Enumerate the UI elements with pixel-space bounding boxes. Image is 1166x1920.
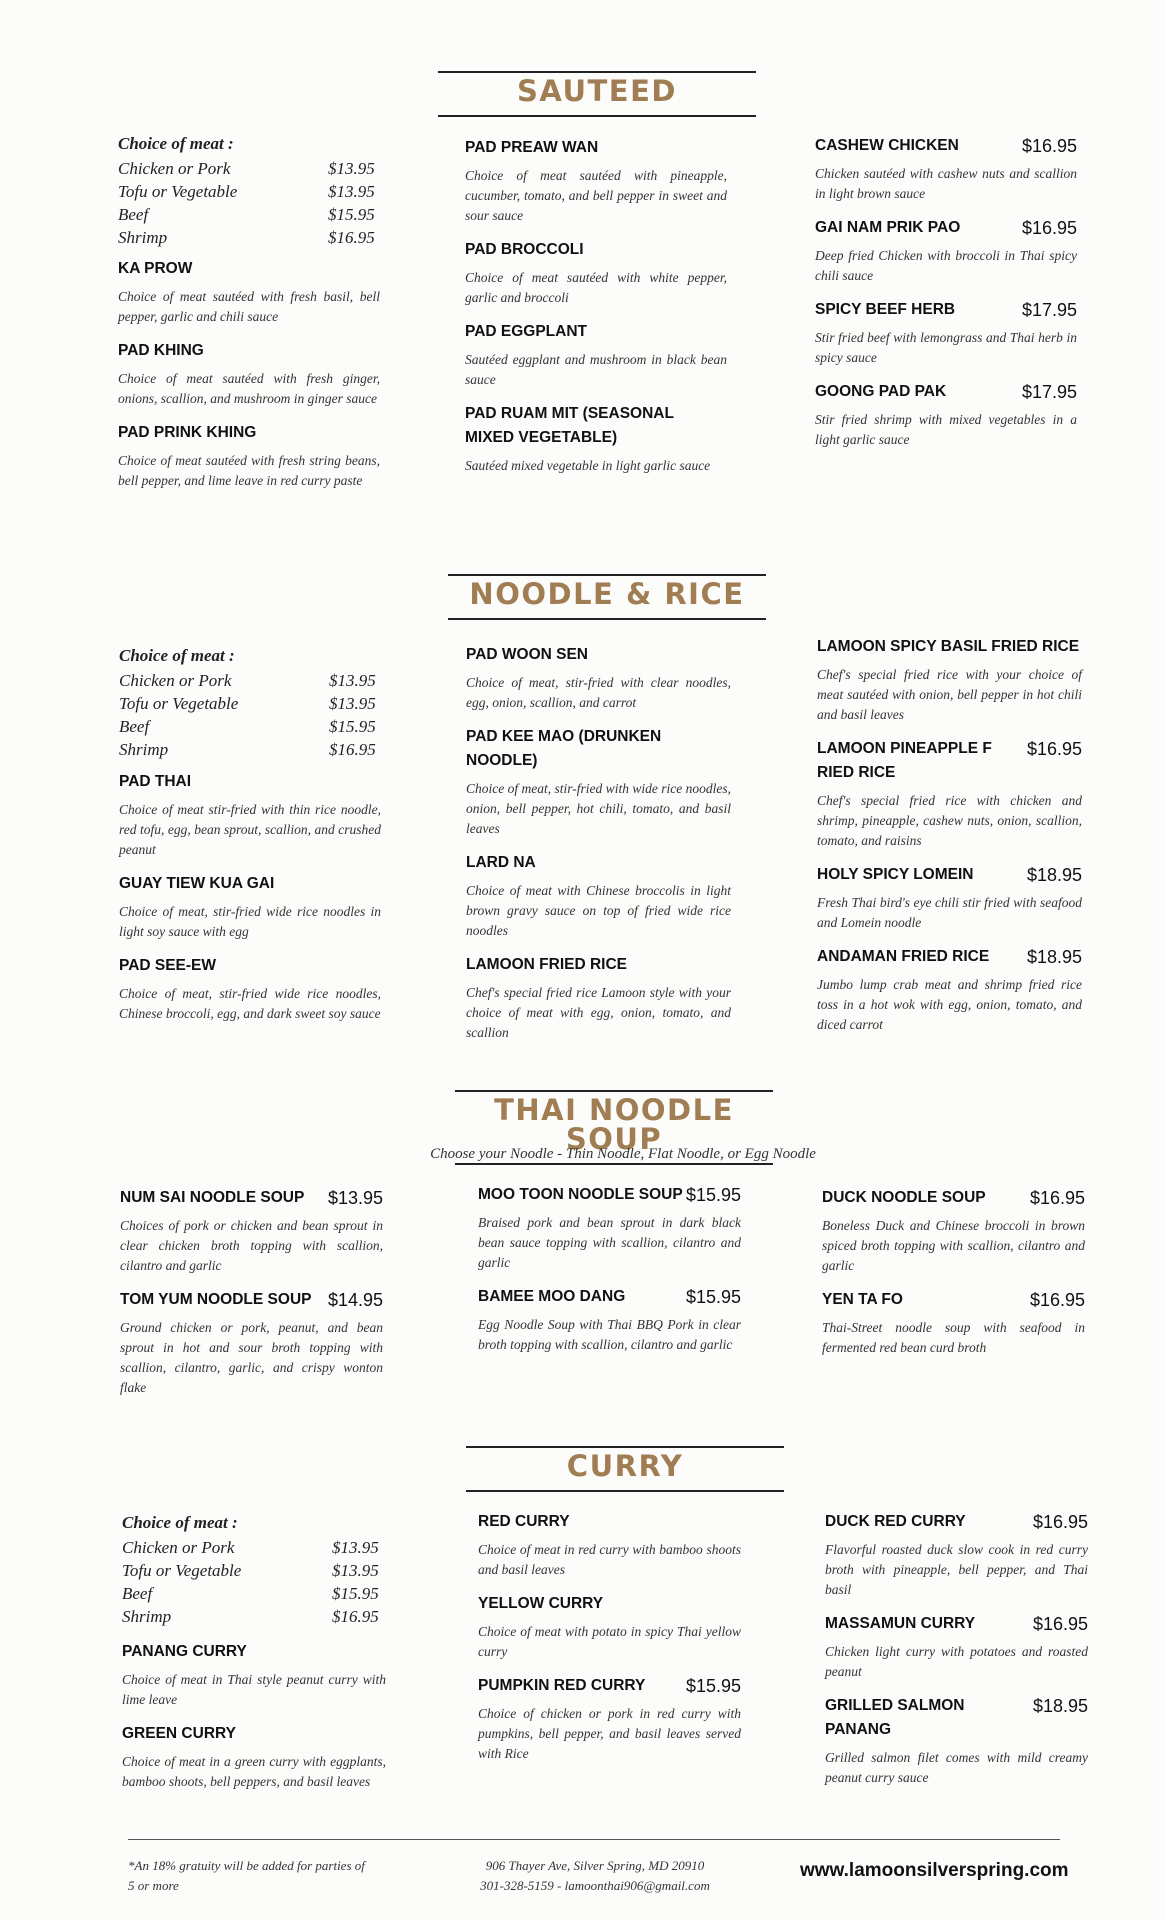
menu-item-price: $14.95 [327,1290,383,1310]
menu-item-header [122,1640,386,1664]
menu-item-header [478,1510,741,1534]
meat-choice-noodle [119,646,377,761]
menu-item [478,1285,741,1355]
meat-name: Shrimp [122,1607,172,1626]
menu-item-name: PAD PRINK KHING [118,424,257,441]
menu-item-description: Stir fried shrimp with mixed vegetables in a light garlic sauce [815,412,1077,447]
menu-item [119,872,381,942]
meat-choice-row [118,180,376,203]
menu-item-name: PANANG CURRY [122,1643,247,1660]
meat-choice-sauteed [118,134,376,249]
menu-item-name: GUAY TIEW KUA GAI [119,875,275,892]
soup-col1 [120,1186,383,1398]
meat-name: Shrimp [118,228,168,247]
menu-item-price: $18.95 [1026,947,1082,967]
section-title-soup: THAI NOODLE SOUP [455,1090,773,1165]
menu-item-name: PAD THAI [119,773,192,790]
menu-item [815,298,1077,368]
menu-item-description: Choice of meat sautéed with pineapple, cucumber, tomato, and bell pepper in sweet and sour sauce [465,168,727,223]
menu-item-name: YEN TA FO [822,1291,903,1308]
menu-item-name: GOONG PAD PAK [815,383,947,400]
meat-name: Beef [122,1584,153,1603]
menu-item-header [817,737,1082,785]
menu-item-description: Jumbo lump crab meat and shrimp fried rice toss in a hot wok with egg, onion, tomato, and diced carrot [817,977,1082,1032]
menu-item-price: $15.95 [685,1287,741,1307]
menu-item-name: LAMOON SPICY BASIL FRIED RICE [817,638,1080,655]
meat-name: Beef [118,205,149,224]
menu-item-header [120,1186,383,1210]
menu-item-description: Stir fried beef with lemongrass and Thai herb in spicy sauce [815,330,1077,365]
menu-item-price: $16.95 [1026,739,1082,759]
menu-item-description: Boneless Duck and Chinese broccoli in brown spiced broth topping with scallion, cilantro and garlic [822,1218,1085,1273]
menu-item-name: PAD EGGPLANT [465,323,587,340]
menu-item-name: TOM YUM NOODLE SOUP [120,1291,312,1308]
menu-item-header [465,136,727,160]
menu-item [465,320,727,390]
menu-item [118,421,380,491]
menu-item [122,1722,386,1792]
menu-item-header [465,402,727,450]
menu-item [815,216,1077,286]
menu-item-price: $13.95 [327,1188,383,1208]
menu-item-name: DUCK NOODLE SOUP [822,1189,986,1206]
menu-item-price: $16.95 [1021,218,1077,238]
soup-col2 [478,1183,741,1355]
menu-item-name: PAD WOON SEN [466,646,588,663]
meat-name: Shrimp [119,740,169,759]
menu-item-header [478,1592,741,1616]
menu-item [817,945,1082,1035]
meat-price: $16.95 [329,740,376,759]
menu-item-header [825,1694,1088,1742]
menu-item [825,1612,1088,1682]
menu-item [465,136,727,226]
noodle-col2 [466,643,731,1043]
menu-item-header [817,635,1082,659]
menu-item-header [465,320,727,344]
menu-item [120,1288,383,1398]
menu-item-header [118,421,380,445]
menu-item-name: BAMEE MOO DANG [478,1288,626,1305]
menu-item-name: PAD RUAM MIT (SEASONAL MIXED VEGETABLE) [465,405,674,446]
menu-item-header [478,1285,741,1309]
meat-price: $13.95 [329,694,376,713]
menu-item-header [119,770,381,794]
menu-item-description: Choice of meat, stir-fried wide rice noodles, Chinese broccoli, egg, and dark sweet soy sauce [119,986,381,1021]
menu-item-description: Choice of meat, stir-fried with clear noodles, egg, onion, scallion, and carrot [466,675,731,710]
menu-item [120,1186,383,1276]
meat-choice-title: Choice of meat : [119,646,235,665]
website-link[interactable]: www.lamoonsilverspring.com [800,1860,1069,1881]
menu-item [478,1592,741,1662]
menu-item [466,851,731,941]
menu-item [822,1186,1085,1276]
menu-item-header [822,1288,1085,1312]
menu-item-header [119,954,381,978]
sauteed-col2 [465,136,727,476]
meat-price: $16.95 [328,228,375,247]
meat-price: $15.95 [332,1584,379,1603]
meat-price: $13.95 [332,1561,379,1580]
contact-info: 301-328-5159 - lamoonthai906@gmail.com [480,1878,710,1893]
meat-choice-curry [122,1513,380,1628]
meat-choice-row [119,738,377,761]
menu-item-price: $15.95 [685,1185,741,1205]
menu-item-description: Choice of meat in Thai style peanut curry with lime leave [122,1672,386,1707]
menu-item-price: $17.95 [1021,382,1077,402]
section-title-curry: CURRY [466,1446,784,1492]
menu-item-price: $18.95 [1032,1696,1088,1716]
menu-item [119,770,381,860]
menu-item-header [815,216,1077,240]
meat-choice-title: Choice of meat : [122,1513,238,1532]
meat-choice-row [122,1605,380,1628]
menu-item-description: Choices of pork or chicken and bean sprout in clear chicken broth topping with scallion, cilantro and garlic [120,1218,383,1273]
menu-item [478,1674,741,1764]
menu-item-name: MOO TOON NOODLE SOUP [478,1186,683,1203]
sauteed-col1 [118,257,380,491]
meat-choice-row [119,692,377,715]
menu-item [465,402,727,476]
meat-name: Chicken or Pork [118,159,231,178]
meat-name: Chicken or Pork [119,671,232,690]
menu-item-description: Chef's special fried rice with your choice of meat sautéed with onion, bell pepper in hot chili and basil leaves [817,667,1082,722]
noodle-col1 [119,770,381,1024]
menu-item-name: LARD NA [466,854,536,871]
curry-col1 [122,1640,386,1792]
menu-item [817,863,1082,933]
meat-choice-row [122,1536,380,1559]
menu-item [466,643,731,713]
address: 906 Thayer Ave, Silver Spring, MD 20910 [485,1858,705,1873]
menu-item-description: Ground chicken or pork, peanut, and bean sprout in hot and sour broth topping with scallion, cilantro, garlic, and crispy wonton flake [120,1320,383,1395]
menu-item-name: KA PROW [118,260,193,277]
meat-choice-row [122,1559,380,1582]
menu-item [817,737,1082,851]
meat-choice-row [119,669,377,692]
menu-item-description: Choice of chicken or pork in red curry with pumpkins, bell pepper, and basil leaves served with Rice [478,1706,741,1761]
menu-item [118,339,380,409]
menu-item-description: Choice of meat, stir-fried wide rice noodles in light soy sauce with egg [119,904,381,939]
menu-item-description: Fresh Thai bird's eye chili stir fried with seafood and Lomein noodle [817,895,1082,930]
menu-item-header [815,134,1077,158]
menu-item-name: PUMPKIN RED CURRY [478,1677,646,1694]
noodle-col3 [817,635,1082,1035]
menu-item-description: Choice of meat sautéed with fresh string beans, bell pepper, and lime leave in red curry paste [118,453,380,488]
meat-price: $16.95 [332,1607,379,1626]
meat-name: Tofu or Vegetable [122,1561,242,1580]
menu-item-price: $16.95 [1032,1614,1088,1634]
menu-item-name: DUCK RED CURRY [825,1513,966,1530]
menu-item-price: $17.95 [1021,300,1077,320]
menu-item-header [466,643,731,667]
menu-item-description: Chef's special fried rice with chicken and shrimp, pineapple, cashew nuts, onion, scallion, tomato, and raisins [817,793,1082,848]
menu-item-description: Chicken sautéed with cashew nuts and scallion in light brown sauce [815,166,1077,201]
menu-item-name: LAMOON PINEAPPLE F RIED RICE [817,740,992,781]
menu-item-header [825,1510,1088,1534]
meat-price: $13.95 [329,671,376,690]
menu-item [825,1510,1088,1600]
gratuity-note: *An 18% gratuity will be added for parties of 5 or more [128,1858,365,1893]
menu-item-description: Chef's special fried rice Lamoon style with your choice of meat with egg, onion, tomato, and scallion [466,985,731,1040]
menu-item-header [478,1674,741,1698]
menu-item [466,725,731,839]
menu-item-header [466,953,731,977]
soup-subtitle: Choose your Noodle - Thin Noodle, Flat Noodle, or Egg Noodle [430,1146,816,1162]
menu-item [817,635,1082,725]
menu-item-description: Choice of meat stir-fried with thin rice noodle, red tofu, egg, bean sprout, scallion, and crushed peanut [119,802,381,857]
menu-item-name: GREEN CURRY [122,1725,236,1742]
menu-item-name: NUM SAI NOODLE SOUP [120,1189,305,1206]
menu-item-description: Choice of meat with Chinese broccolis in light brown gravy sauce on top of fried wide rice noodles [466,883,731,938]
menu-item [118,257,380,327]
menu-item-header [465,238,727,262]
menu-item-name: SPICY BEEF HERB [815,301,956,318]
meat-choice-row [118,157,376,180]
menu-item [815,134,1077,204]
meat-choice-row [122,1582,380,1605]
meat-name: Beef [119,717,150,736]
menu-item-description: Flavorful roasted duck slow cook in red curry broth with pineapple, bell pepper, and Thai basil [825,1542,1088,1597]
menu-item [825,1694,1088,1788]
meat-name: Tofu or Vegetable [119,694,239,713]
menu-item-description: Choice of meat in a green curry with eggplants, bamboo shoots, bell peppers, and basil leaves [122,1754,386,1789]
menu-item-name: PAD BROCCOLI [465,241,584,258]
menu-item-name: ANDAMAN FRIED RICE [817,948,990,965]
menu-item-header [817,945,1082,969]
menu-item [478,1510,741,1580]
menu-item-price: $16.95 [1029,1290,1085,1310]
menu-item-name: RED CURRY [478,1513,570,1530]
menu-item [822,1288,1085,1358]
menu-item-header [478,1183,741,1207]
menu-item-header [119,872,381,896]
menu-item-price: $18.95 [1026,865,1082,885]
menu-item-description: Egg Noodle Soup with Thai BBQ Pork in clear broth topping with scallion, cilantro and garlic [478,1317,741,1352]
menu-item-description: Deep fried Chicken with broccoli in Thai spicy chili sauce [815,248,1077,283]
meat-price: $15.95 [329,717,376,736]
menu-item-name: MASSAMUN CURRY [825,1615,976,1632]
meat-choice-title: Choice of meat : [118,134,234,153]
meat-choice-row [118,203,376,226]
menu-item-description: Sautéed eggplant and mushroom in black bean sauce [465,352,727,387]
menu-item-name: PAD PREAW WAN [465,139,599,156]
menu-item [122,1640,386,1710]
menu-item [815,380,1077,450]
menu-item-price: $16.95 [1029,1188,1085,1208]
menu-item-header [822,1186,1085,1210]
meat-name: Tofu or Vegetable [118,182,238,201]
menu-item-header [817,863,1082,887]
menu-item-name: GRILLED SALMON PANANG [825,1697,965,1738]
menu-item [119,954,381,1024]
menu-item-header [466,725,731,773]
menu-item-header [118,257,380,281]
menu-item-name: HOLY SPICY LOMEIN [817,866,974,883]
meat-price: $13.95 [328,159,375,178]
menu-item-description: Choice of meat in red curry with bamboo shoots and basil leaves [478,1542,741,1577]
menu-item-description: Grilled salmon filet comes with mild creamy peanut curry sauce [825,1750,1088,1785]
curry-col3 [825,1510,1088,1788]
menu-item-description: Sautéed mixed vegetable in light garlic sauce [465,458,711,473]
menu-item-description: Choice of meat sautéed with fresh ginger, onions, scallion, and mushroom in ginger sauce [118,371,380,406]
menu-item [466,953,731,1043]
meat-choice-row [118,226,376,249]
section-title-sauteed: SAUTEED [438,71,756,117]
curry-col2 [478,1510,741,1764]
footer-divider [128,1839,1060,1840]
menu-item-name: PAD KHING [118,342,204,359]
menu-item-header [815,298,1077,322]
menu-item-header [825,1612,1088,1636]
menu-item-name: PAD SEE-EW [119,957,217,974]
menu-item [478,1183,741,1273]
meat-price: $13.95 [328,182,375,201]
soup-col3 [822,1186,1085,1358]
menu-item-name: PAD KEE MAO (DRUNKEN NOODLE) [466,728,662,769]
menu-item-description: Choice of meat, stir-fried with wide rice noodles, onion, bell pepper, hot chili, tomato, and basil leaves [466,781,731,836]
meat-choice-row [119,715,377,738]
menu-item [465,238,727,308]
menu-item-description: Choice of meat with potato in spicy Thai yellow curry [478,1624,741,1659]
menu-item-name: CASHEW CHICKEN [815,137,959,154]
menu-item-price: $16.95 [1021,136,1077,156]
menu-item-header [466,851,731,875]
menu-item-price: $16.95 [1032,1512,1088,1532]
menu-item-name: YELLOW CURRY [478,1595,604,1612]
menu-item-header [815,380,1077,404]
menu-item-name: GAI NAM PRIK PAO [815,219,961,236]
meat-price: $13.95 [332,1538,379,1557]
sauteed-col3 [815,134,1077,450]
menu-item-description: Choice of meat sautéed with white pepper, garlic and broccoli [465,270,727,305]
menu-item-header [120,1288,383,1312]
meat-price: $15.95 [328,205,375,224]
menu-item-price: $15.95 [685,1676,741,1696]
menu-item-header [118,339,380,363]
menu-item-description: Choice of meat sautéed with fresh basil, bell pepper, garlic and chili sauce [118,289,380,324]
section-title-noodle-rice: NOODLE & RICE [448,574,766,620]
menu-item-name: LAMOON FRIED RICE [466,956,628,973]
menu-item-header [122,1722,386,1746]
menu-item-description: Chicken light curry with potatoes and roasted peanut [825,1644,1088,1679]
menu-item-description: Thai-Street noodle soup with seafood in fermented red bean curd broth [822,1320,1085,1355]
menu-item-description: Braised pork and bean sprout in dark black bean sauce topping with scallion, cilantro and garlic [478,1215,741,1270]
meat-name: Chicken or Pork [122,1538,235,1557]
